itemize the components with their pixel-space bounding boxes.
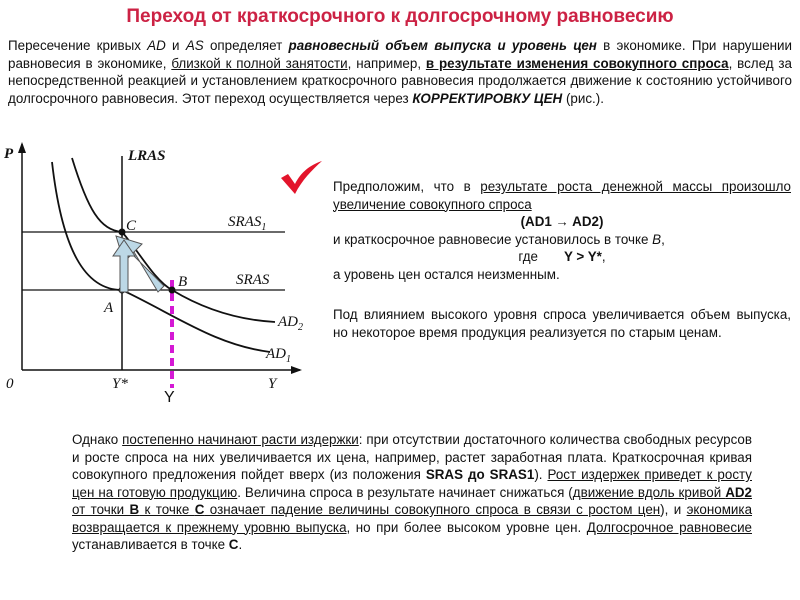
ad1-curve xyxy=(52,162,270,352)
page-title: Переход от краткосрочного к долгосрочному равновесию xyxy=(126,6,674,27)
origin-label: 0 xyxy=(6,376,14,392)
demand-paragraph: Под влиянием высокого уровня спроса увеличивается объем выпуска, но некоторое время продукция реализуется по старым ценам. xyxy=(333,307,791,340)
ad1-label: $AD_1$ xyxy=(266,346,291,365)
ad2-label: $AD_2$ xyxy=(278,314,303,333)
point-b-label: B xyxy=(178,274,188,290)
sras1-label: $SRAS_1$ xyxy=(228,214,267,233)
axis-y-label: Y xyxy=(268,376,277,392)
y-axis-arrow xyxy=(291,366,302,374)
y-star-label: Y* xyxy=(112,376,128,392)
p-axis-arrow xyxy=(18,142,26,153)
lras-label: LRAS xyxy=(128,148,166,164)
intro-paragraph: Пересечение кривых AD и AS определяет равновесный объем выпуска и уровень цен в экономике. При нарушении равновесия в экономике, близкой к полной занятости, например, в результате изменения совокупного спроса, вслед за непосредственной реакцией и установлением краткосрочного равновесия продолжается движение к состоянию устойчивого долгосрочного равновесия. Этот переход осуществляется через КОРРЕКТИРОВКУ ЦЕН (рис.). xyxy=(8,38,793,106)
point-c-label: C xyxy=(126,218,137,234)
point-a-label: A xyxy=(104,300,114,316)
assumption-paragraph: Предположим, что в результате роста денежной массы произошло увеличение совокупного спроса (AD1 → AD2) и краткосрочное равновесие установилось в точке B, где Y > Y*, а уровень цен остался неизменным. xyxy=(333,179,791,282)
cost-paragraph: Однако постепенно начинают расти издержки: при отсутствии достаточного количества свободных ресурсов и росте спроса на них увеличивается их цена, например, растет заработная плата. Краткосрочная кривая совокупного предложения пойдет вверх (из положения SRAS до SRAS1). Рост издержек приведет к росту цен на готовую продукцию. Величина спроса в результате начинает снижаться (движение вдоль кривой AD2 от точки B к точке C означает падение величины совокупного спроса в связи с ростом цен), и экономика возвращается к прежнему уровню выпуска, но при более высоком уровне цен. Долгосрочное равновесие устанавливается в точке C. xyxy=(72,432,753,552)
y-new-label: Y xyxy=(164,389,175,406)
checkmark-icon xyxy=(278,160,324,196)
point-c-marker xyxy=(119,229,126,236)
axis-p-label: P xyxy=(4,146,14,162)
point-b-marker xyxy=(169,287,176,294)
sras-label: SRAS xyxy=(236,272,270,288)
